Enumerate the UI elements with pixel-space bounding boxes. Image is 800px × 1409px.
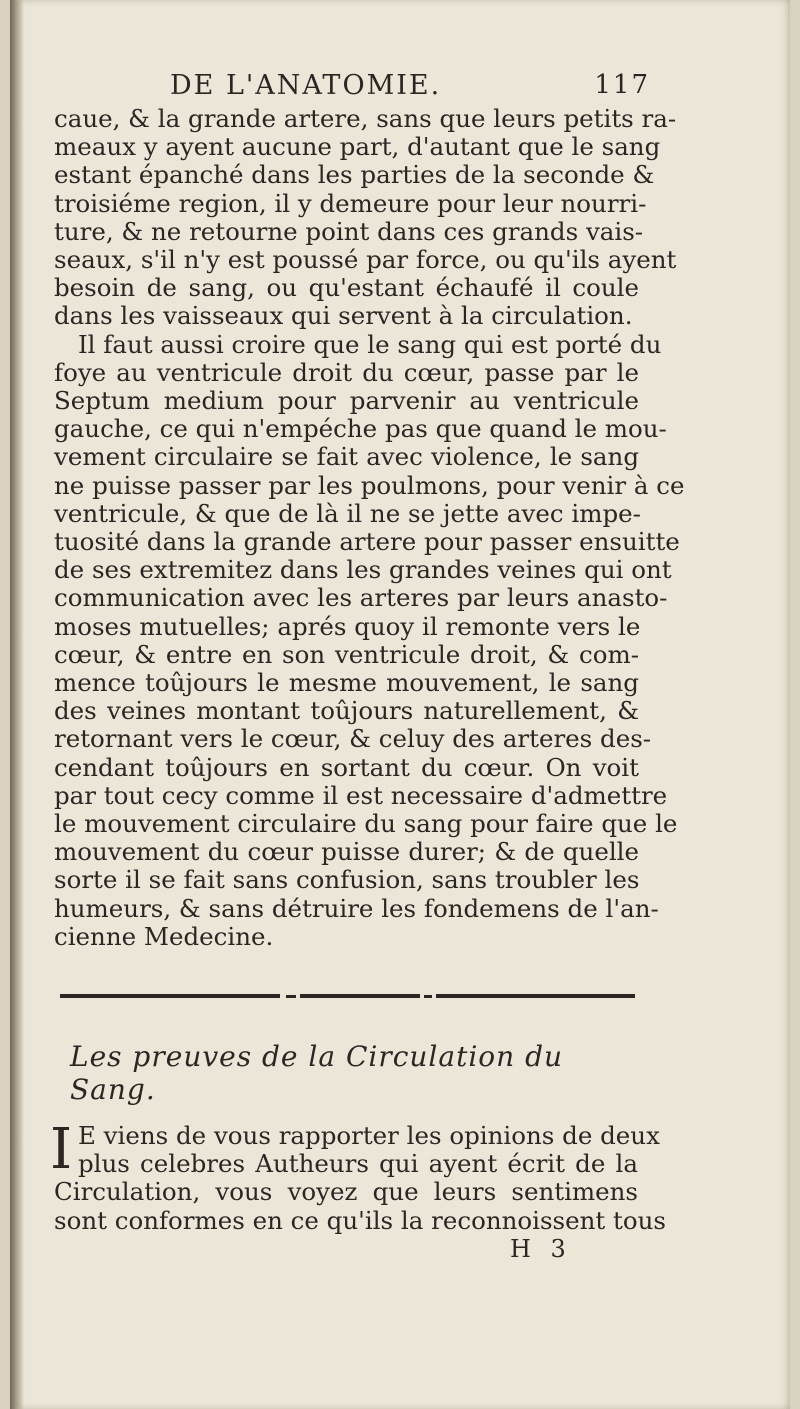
- text-line: E viens de vous rapporter les opinions de deux: [78, 1121, 660, 1150]
- text-line: troisiéme region, il y demeure pour leur nourri-: [54, 188, 647, 218]
- text-line: Septum medium pour parvenir au ventricule: [54, 386, 639, 416]
- text-line: Circulation, vous voyez que leurs sentimens: [54, 1177, 638, 1207]
- text-line: gauche, ce qui n'empéche pas que quand le mou-: [54, 414, 667, 444]
- text-line: seaux, s'il n'y est poussé par force, ou qu'ils ayent: [54, 245, 677, 275]
- text-line: besoin de sang, ou qu'estant échaufé il coule: [54, 273, 639, 303]
- text-line: foye au ventricule droit du cœur, passe par le: [54, 357, 639, 387]
- text-line: dans les vaisseaux qui servent à la circulation.: [54, 301, 633, 331]
- running-title: DE L'ANATOMIE.: [170, 70, 442, 101]
- text-line: sorte il se fait sans confusion, sans troubler les: [54, 865, 640, 895]
- text-line: ture, & ne retourne point dans ces grands vais-: [54, 216, 644, 246]
- section-title: Les preuves de la Circulation du Sang.: [70, 1040, 564, 1106]
- text-line: cendant toûjours en sortant du cœur. On voit: [54, 752, 639, 782]
- text-line: communication avec les arteres par leurs anasto-: [54, 583, 668, 613]
- text-line: retornant vers le cœur, & celuy des arteres des-: [54, 724, 652, 754]
- drop-cap: I: [50, 1117, 73, 1182]
- text-line: de ses extremitez dans les grandes veines qui ont: [54, 555, 672, 585]
- text-line: moses mutuelles; aprés quoy il remonte vers le: [54, 611, 641, 641]
- page-spine-shadow: [10, 0, 24, 1409]
- text-line: cœur, & entre en son ventricule droit, & com-: [54, 639, 639, 669]
- text-line: mence toûjours le mesme mouvement, le sang: [54, 668, 639, 698]
- text-line: tuosité dans la grande artere pour passer ensuitte: [54, 527, 680, 557]
- text-line: ventricule, & que de là il ne se jette avec impe-: [54, 498, 641, 528]
- text-line: ne puisse passer par les poulmons, pour venir à ce: [54, 470, 685, 500]
- text-line: mouvement du cœur puisse durer; & de quelle: [54, 837, 639, 867]
- body-text: [54, 104, 685, 951]
- text-line: Il faut aussi croire que le sang qui est porté du: [78, 329, 662, 359]
- signature-mark: H 3: [510, 1235, 572, 1263]
- page-number: 117: [594, 70, 650, 100]
- text-line: meaux y ayent aucune part, d'autant que le sang: [54, 132, 661, 162]
- text-line: caue, & la grande artere, sans que leurs petits ra-: [54, 104, 677, 133]
- text-line: estant épanché dans les parties de la seconde &: [54, 160, 655, 190]
- text-line: le mouvement circulaire du sang pour faire que le: [54, 809, 678, 839]
- section-text: [54, 1121, 666, 1235]
- text-line: des veines montant toûjours naturellement, &: [54, 696, 639, 726]
- text-line: vement circulaire se fait avec violence, le sang: [54, 442, 639, 472]
- text-line: humeurs, & sans détruire les fondemens de l'an-: [54, 893, 659, 923]
- text-line: cienne Medecine.: [54, 921, 274, 951]
- section-divider: [60, 990, 635, 1002]
- text-line: plus celebres Autheurs qui ayent écrit de la: [78, 1149, 638, 1179]
- text-line: sont conformes en ce qu'ils la reconnoissent tous: [54, 1205, 666, 1235]
- text-line: par tout cecy comme il est necessaire d'admettre: [54, 780, 668, 810]
- book-page: [10, 0, 790, 1409]
